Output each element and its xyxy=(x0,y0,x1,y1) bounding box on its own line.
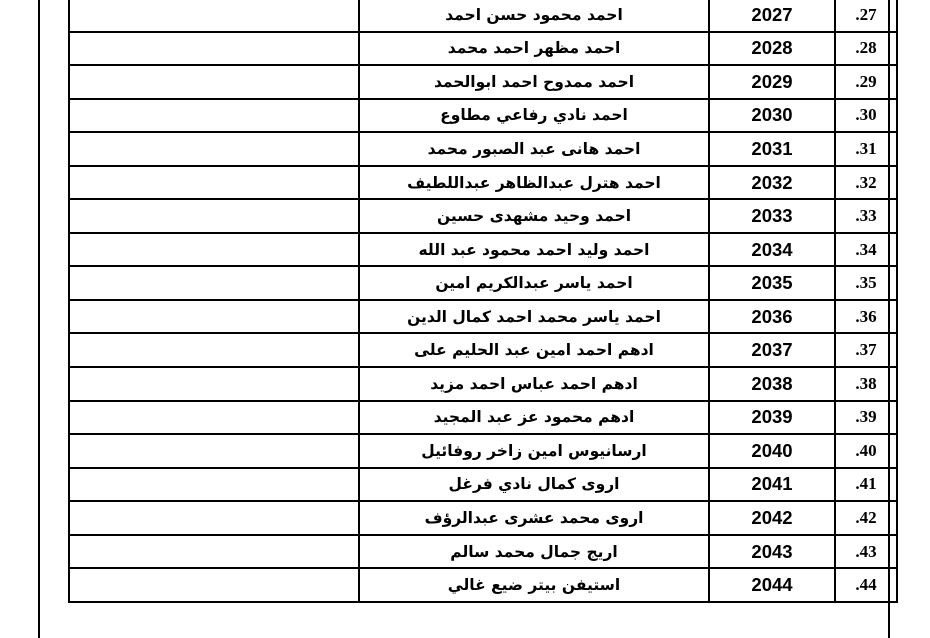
student-id-cell: 2041 xyxy=(709,468,835,502)
student-name-cell: احمد ممدوح احمد ابوالحمد xyxy=(359,65,709,99)
student-name-cell: احمد هترل عبدالظاهر عبداللطيف xyxy=(359,166,709,200)
notes-cell xyxy=(69,300,359,334)
student-id-cell: 2040 xyxy=(709,434,835,468)
student-name-cell: احمد مظهر احمد محمد xyxy=(359,32,709,66)
student-name-cell: احمد ياسر محمد احمد كمال الدين xyxy=(359,300,709,334)
notes-cell xyxy=(69,401,359,435)
table-row xyxy=(69,233,897,267)
notes-cell xyxy=(69,535,359,569)
student-name-cell: اروى كمال نادي فرغل xyxy=(359,468,709,502)
student-id-cell: 2032 xyxy=(709,166,835,200)
student-id-cell: 2034 xyxy=(709,233,835,267)
table-row xyxy=(69,333,897,367)
notes-cell xyxy=(69,233,359,267)
student-name-cell: ادهم محمود عز عبد المجيد xyxy=(359,401,709,435)
row-index-cell: .37 xyxy=(835,333,897,367)
student-name-cell: احمد ياسر عبدالكريم امين xyxy=(359,266,709,300)
student-id-cell: 2035 xyxy=(709,266,835,300)
row-index-cell: .42 xyxy=(835,501,897,535)
table-row xyxy=(69,166,897,200)
table-row xyxy=(69,568,897,602)
student-name-cell: ادهم احمد امين عبد الحليم على xyxy=(359,333,709,367)
row-index-cell: .41 xyxy=(835,468,897,502)
student-id-cell: 2039 xyxy=(709,401,835,435)
row-index-cell: .35 xyxy=(835,266,897,300)
row-index-cell: .30 xyxy=(835,99,897,133)
notes-cell xyxy=(69,333,359,367)
table-row xyxy=(69,367,897,401)
student-name-cell: احمد محمود حسن احمد xyxy=(359,0,709,32)
notes-cell xyxy=(69,166,359,200)
notes-cell xyxy=(69,99,359,133)
row-index-cell: .29 xyxy=(835,65,897,99)
notes-cell xyxy=(69,434,359,468)
notes-cell xyxy=(69,132,359,166)
table-row xyxy=(69,300,897,334)
roster-body xyxy=(69,0,897,602)
student-id-cell: 2043 xyxy=(709,535,835,569)
student-id-cell: 2037 xyxy=(709,333,835,367)
notes-cell xyxy=(69,568,359,602)
row-index-cell: .44 xyxy=(835,568,897,602)
table-row xyxy=(69,501,897,535)
notes-cell xyxy=(69,367,359,401)
row-index-cell: .38 xyxy=(835,367,897,401)
row-index-cell: .43 xyxy=(835,535,897,569)
row-index-cell: .40 xyxy=(835,434,897,468)
table-row xyxy=(69,468,897,502)
table-row xyxy=(69,199,897,233)
student-name-cell: اروى محمد عشرى عبدالرؤف xyxy=(359,501,709,535)
student-id-cell: 2030 xyxy=(709,99,835,133)
notes-cell xyxy=(69,199,359,233)
notes-cell xyxy=(69,501,359,535)
student-name-cell: احمد نادي رفاعي مطاوع xyxy=(359,99,709,133)
row-index-cell: .32 xyxy=(835,166,897,200)
student-id-cell: 2042 xyxy=(709,501,835,535)
row-index-cell: .33 xyxy=(835,199,897,233)
notes-cell xyxy=(69,468,359,502)
notes-cell xyxy=(69,65,359,99)
student-id-cell: 2038 xyxy=(709,367,835,401)
student-id-cell: 2029 xyxy=(709,65,835,99)
table-row xyxy=(69,32,897,66)
student-id-cell: 2044 xyxy=(709,568,835,602)
student-roster-table xyxy=(68,0,898,603)
table-row xyxy=(69,434,897,468)
row-index-cell: .31 xyxy=(835,132,897,166)
table-row xyxy=(69,132,897,166)
notes-cell xyxy=(69,32,359,66)
student-name-cell: احمد وحيد مشهدى حسين xyxy=(359,199,709,233)
notes-cell xyxy=(69,266,359,300)
row-index-cell: .39 xyxy=(835,401,897,435)
table-row xyxy=(69,99,897,133)
table-row xyxy=(69,266,897,300)
student-name-cell: ارسانيوس امين زاخر روفائيل xyxy=(359,434,709,468)
table-row xyxy=(69,0,897,32)
table-row xyxy=(69,401,897,435)
row-index-cell: .36 xyxy=(835,300,897,334)
student-name-cell: استيفن بيتر ضيع غالي xyxy=(359,568,709,602)
student-id-cell: 2036 xyxy=(709,300,835,334)
student-id-cell: 2031 xyxy=(709,132,835,166)
row-index-cell: .34 xyxy=(835,233,897,267)
student-id-cell: 2033 xyxy=(709,199,835,233)
student-name-cell: احمد هانى عبد الصبور محمد xyxy=(359,132,709,166)
student-name-cell: احمد وليد احمد محمود عبد الله xyxy=(359,233,709,267)
notes-cell xyxy=(69,0,359,32)
student-name-cell: اريج جمال محمد سالم xyxy=(359,535,709,569)
row-index-cell: .27 xyxy=(835,0,897,32)
row-index-cell: .28 xyxy=(835,32,897,66)
student-id-cell: 2028 xyxy=(709,32,835,66)
table-row xyxy=(69,65,897,99)
student-name-cell: ادهم احمد عباس احمد مزيد xyxy=(359,367,709,401)
student-id-cell: 2027 xyxy=(709,0,835,32)
table-row xyxy=(69,535,897,569)
